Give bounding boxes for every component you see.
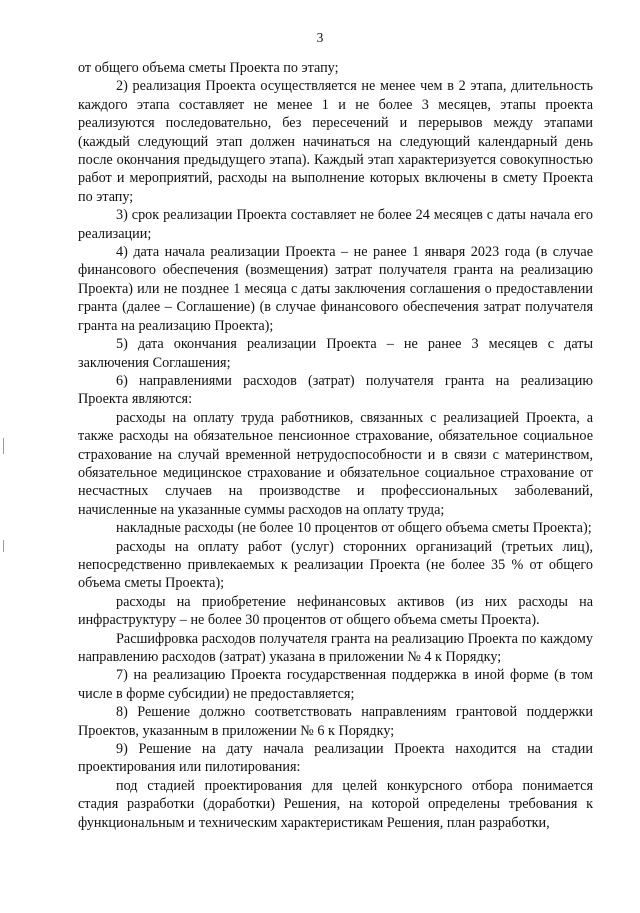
scan-margin-mark	[3, 438, 4, 454]
paragraph-item-7: 7) на реализацию Проекта государственная поддержка в иной форме (в том числе в форме субсидии) не предоставляется;	[78, 667, 593, 702]
page-number: 3	[316, 30, 324, 45]
paragraph-item-3: 3) срок реализации Проекта составляет не более 24 месяцев с даты начала его реализации;	[78, 207, 593, 242]
paragraph-expense-overhead: накладные расходы (не более 10 процентов от общего объема сметы Проекта);	[116, 520, 592, 537]
paragraph-continuation: от общего объема сметы Проекта по этапу;	[78, 60, 339, 76]
paragraph-item-2: 2) реализация Проекта осуществляется не менее чем в 2 этапа, длительность каждого этапа составляет не менее 1 и не более 3 месяцев, этапы проекта реализуются последовательно, без пересечений и перерывов между этапами (каждый следующий этап должен начинаться на следующий календарный день после окончания предыдущего этапа). Каждый этап характеризуется совокупностью работ и мероприятий, расходы на выполнение которых включены в смету Проекта по этапу;	[78, 78, 593, 205]
paragraph-item-6: 6) направлениями расходов (затрат) получателя гранта на реализацию Проекта являются:	[78, 372, 593, 408]
paragraph-item-4: 4) дата начала реализации Проекта – не ранее 1 января 2023 года (в случае финансового обеспечения (возмещения) затрат получателя гранта на реализацию Проекта) или не позднее 1 месяца с даты заключения соглашения о предоставлении гранта (далее – Соглашение) (в случае финансового обеспечения затрат получателя гранта на реализацию Проекта);	[78, 244, 593, 334]
paragraph-expense-contractors: расходы на оплату работ (услуг) сторонних организаций (третьих лиц), непосредственно привлекаемых к реализации Проекта (не более 35 % от общего объема сметы Проекта);	[78, 538, 593, 592]
paragraph-design-stage: под стадией проектирования для целей конкурсного отбора понимается стадия разработки (доработки) Решения, на которой определены требования к функциональным и техническим характеристикам Решения, план разработки,	[78, 777, 593, 831]
scan-margin-mark	[3, 540, 4, 552]
paragraph-expense-labor: расходы на оплату труда работников, связанных с реализацией Проекта, а также расходы на обязательное пенсионное страхование, обязательное социальное страхование на случай временной нетрудоспособности и в связи с материнством, обязательное медицинское страхование и обязательное социальное страхование от несчастных случаев на производстве и профессиональных заболеваний, начисленные на указанные суммы расходов на оплату труда;	[78, 409, 593, 518]
paragraph-expense-assets: расходы на приобретение нефинансовых активов (из них расходы на инфраструктуру – не более 30 процентов от общего объема сметы Проекта).	[78, 593, 593, 629]
document-body	[78, 59, 593, 832]
paragraph-item-8: 8) Решение должно соответствовать направлениям грантовой поддержки Проектов, указанным в приложении № 6 к Порядку;	[78, 704, 593, 739]
paragraph-item-5: 5) дата окончания реализации Проекта – не ранее 3 месяцев с даты заключения Соглашения;	[78, 336, 593, 371]
paragraph-expense-breakdown: Расшифровка расходов получателя гранта на реализацию Проекта по каждому направлению расходов (затрат) указана в приложении № 4 к Порядку;	[78, 630, 593, 665]
paragraph-item-9: 9) Решение на дату начала реализации Проекта находится на стадии проектирования или пилотирования:	[78, 741, 593, 776]
